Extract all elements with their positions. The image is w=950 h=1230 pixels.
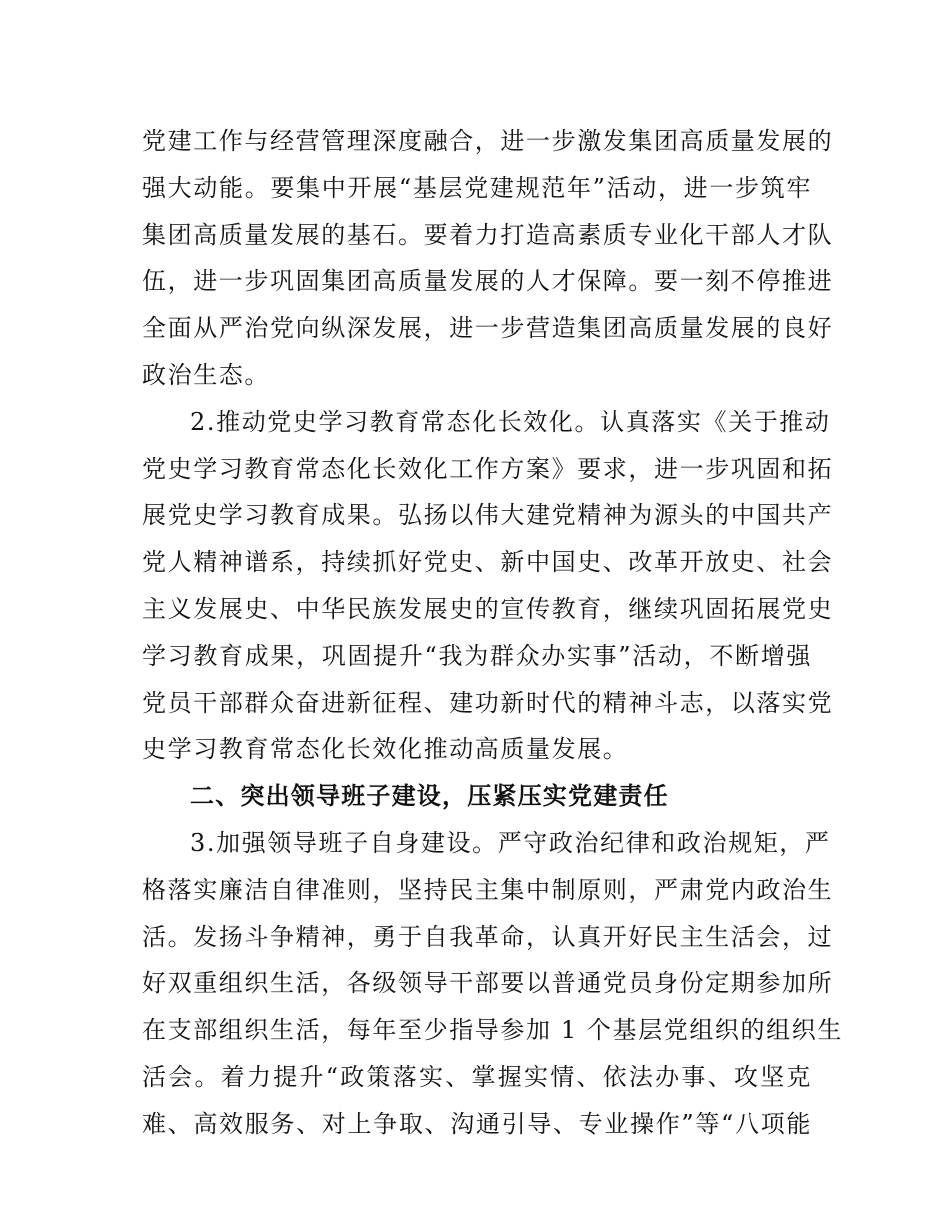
text-line: 主义发展史、中华民族发展史的宣传教育，继续巩固拓展党史 — [142, 594, 834, 623]
text-line: 格落实廉洁自律准则，坚持民主集中制原则，严肃党内政治生 — [142, 875, 834, 904]
paragraph-3 — [142, 820, 843, 1148]
text-line: 政治生态。 — [142, 360, 270, 389]
text-line: 在支部组织生活，每年至少指导参加 1 个基层党组织的组织生 — [142, 1016, 843, 1045]
text-line: 展党史学习教育成果。弘扬以伟大建党精神为源头的中国共产 — [142, 501, 834, 530]
text-line: 集团高质量发展的基石。要着力打造高素质专业化干部人才队 — [142, 220, 834, 249]
text-line: 党建工作与经营管理深度融合，进一步激发集团高质量发展的 — [142, 127, 834, 155]
section-heading-text: 二、突出领导班子建设，压紧压实党建责任 — [190, 782, 669, 811]
text-line: 党员干部群众奋进新征程、建功新时代的精神斗志，以落实党 — [142, 688, 834, 717]
text-line: 活。发扬斗争精神，勇于自我革命，认真开好民主生活会，过 — [142, 922, 834, 951]
section-heading — [142, 773, 812, 820]
text-line: 史学习教育常态化长效化推动高质量发展。 — [142, 735, 629, 764]
text-line: 难、高效服务、对上争取、沟通引导、专业操作”等“八项能 — [142, 1109, 812, 1138]
text-line: 全面从严治党向纵深发展，进一步营造集团高质量发展的良好 — [142, 314, 834, 343]
text-line: 活会。着力提升“政策落实、掌握实情、依法办事、攻坚克 — [142, 1062, 812, 1091]
paragraph-1 — [142, 118, 834, 399]
text-line: 强大动能。要集中开展“基层党建规范年”活动，进一步筑牢 — [142, 173, 812, 202]
text-line: 党史学习教育常态化长效化工作方案》要求，进一步巩固和拓 — [142, 454, 834, 483]
document-body — [142, 118, 843, 1148]
text-line: 好双重组织生活，各级领导干部要以普通党员身份定期参加所 — [142, 969, 834, 998]
text-line: 学习教育成果，巩固提升“我为群众办实事”活动，不断增强 — [142, 641, 812, 670]
text-line: 党人精神谱系，持续抓好党史、新中国史、改革开放史、社会 — [142, 548, 834, 577]
text-line: 伍，进一步巩固集团高质量发展的人才保障。要一刻不停推进 — [142, 267, 834, 296]
text-line: 3.加强领导班子自身建设。严守政治纪律和政治规矩，严 — [190, 828, 831, 857]
text-line: 2.推动党史学习教育常态化长效化。认真落实《关于推动 — [190, 407, 831, 436]
paragraph-2 — [142, 399, 834, 773]
